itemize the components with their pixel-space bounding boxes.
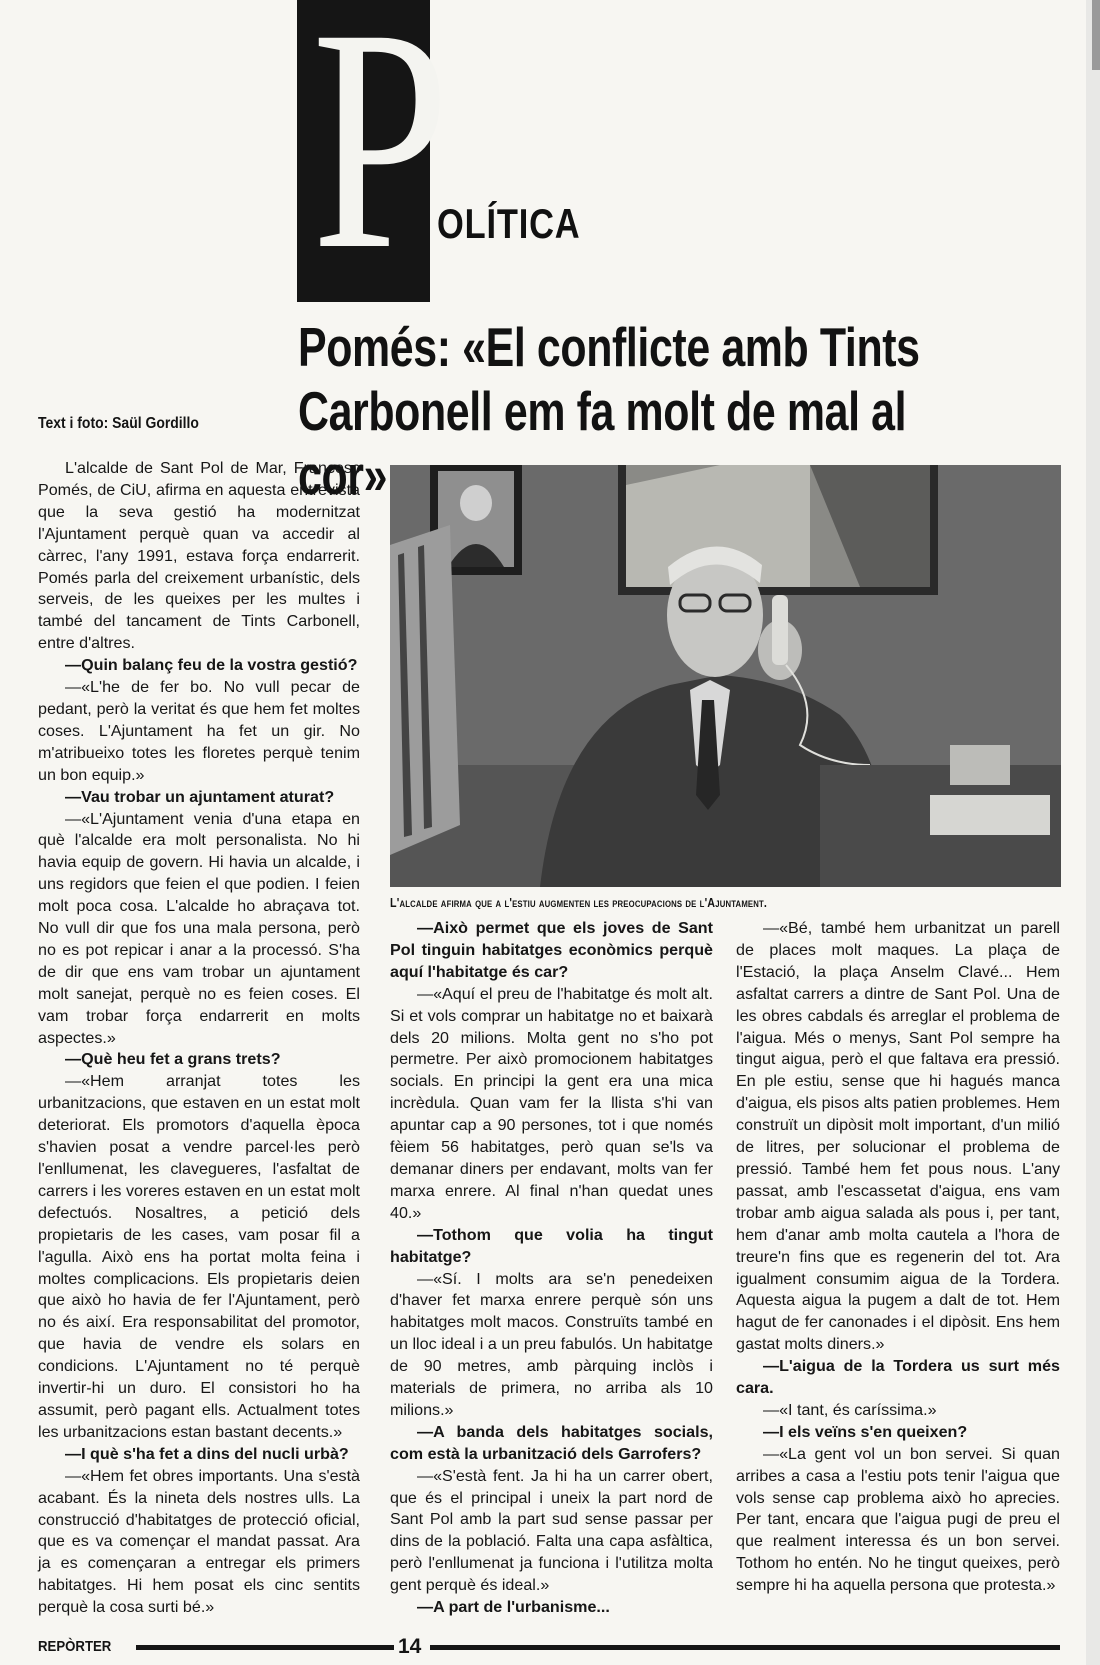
interview-paragraph: —«Hem arranjat totes les urbanitzacions, que estaven en un estat molt deteriorat. Els promotors d'aquella època s'havien posat a vendre parcel·les però l'enllumenat, les clavegueres, l'asfaltat de carrers i les voreres estaven en un estat molt defectuós. Nosaltres, a petició dels propietaris de les cases, vam posar fil a l'agulla. Això ens ha portat molta feina i moltes complicacions. Els propietaris deien que això ho havia de fer l'Ajuntament, però no és així. Era responsabilitat del promotor, que havia de vendre els solars en condicions. L'Ajuntament no té perquè invertir-hi un duro. El consistori ho ha assumit, però pagant ells. Actualment totes les urbanitzacions estan bastant decents.»	[38, 1072, 360, 1441]
footer-rule-right	[430, 1645, 1060, 1650]
interview-paragraph: —«L'Ajuntament venia d'una etapa en què l'alcalde era molt personalista. No hi havia equip de govern. Hi havia un alcalde, i uns regidors que feien el que podien. I feien molt poca cosa. L'alcalde ho abraçava tot. No vull dir que fos una mala persona, però no es pot repicar i anar a la processó. S'ha de dir que ens vam trobar un ajuntament molt sanejat, perquè no es feien coses. El vam trobar força endarrerit en molts aspectes.»	[38, 809, 360, 1047]
interview-photo	[390, 465, 1061, 887]
byline: Text i foto: Saül Gordillo	[38, 415, 199, 432]
interview-paragraph: —«Bé, també hem urbanitzat un parell de places molt maques. La plaça de l'Estació, la plaça Anselm Clavé... Hem asfaltat carrers a dintre de Sant Pol. Una de les obres cabdals és arreglar el problema de l'aigua. Més o menys, Sant Pol sempre ha tingut aigua, però el que faltava era pressió. En ple estiu, sense que hi hagués manca d'aigua, els pisos alts patien problemes. Hem construït un dipòsit molt important, d'un milió de litres, per solucionar el problema de pressió. També hem fet pous nous. L'any passat, amb l'escassetat d'aigua, ens vam trobar amb aigua salada als pous i, per tant, hem d'anar amb molta cautela a l'hora de treure'n fins que es regenerin del tot. Ara igualment consumim aigua de la Tordera. Aquesta aigua la pugem a dalt de tot. Hem hagut de fer canonades i el dipòsit. Ens hem gastat molts diners.»	[736, 919, 1060, 1354]
section-title: OLÍTICA	[437, 200, 581, 247]
article-column-1	[38, 458, 360, 1619]
headline-line-1: Pomés: «El conflicte amb Tints	[298, 316, 920, 378]
page-edge-shadow	[1092, 0, 1100, 70]
page-footer	[38, 1635, 1060, 1658]
interview-question: —A part de l'urbanisme...	[417, 1598, 610, 1617]
interview-question: —L'aigua de la Tordera us surt més cara.	[736, 1357, 1060, 1398]
interview-paragraph: —«S'està fent. Ja hi ha un carrer obert, que és el principal i uneix la part nord de Sant Pol amb la part sud sense passar per dins de la població. Falta una capa asfàltica, però l'enllumenat ja funciona i l'utilitza molta gent perquè és ideal.»	[390, 1466, 713, 1595]
interview-question: —Tothom que volia ha tingut habitatge?	[390, 1225, 713, 1266]
footer-rule-left	[136, 1645, 394, 1650]
article-column-3	[736, 918, 1060, 1597]
interview-question: —Què heu fet a grans trets?	[65, 1050, 281, 1069]
interview-question: —Això permet que els joves de Sant Pol tinguin habitatges econòmics perquè aquí l'habitatge és car?	[390, 919, 713, 981]
interview-paragraph: —«Aquí el preu de l'habitatge és molt alt. Si et vols comprar un habitatge no et baixarà dels 20 milions. Molta gent no s'ho pot permetre. Per això promocionem habitatges socials. En principi la gent era una mica incrèdula. Quan vam fer la llista s'hi van apuntar cap a 90 persones, tot i que només fèiem 56 habitatges, però quan se'ls va demanar diners per endavant, molts van fer marxa enrere. Al final n'han quedat unes 40.»	[390, 984, 713, 1222]
magazine-name: REPÒRTER	[38, 1638, 112, 1655]
interview-question: —I què s'ha fet a dins del nucli urbà?	[65, 1444, 349, 1463]
interview-question: —Quin balanç feu de la vostra gestió?	[65, 656, 358, 675]
headline-line-2: Carbonell em fa molt de mal al cor»	[298, 380, 907, 506]
page-number: 14	[398, 1635, 422, 1658]
article-column-2	[390, 918, 713, 1619]
interview-question: —I els veïns s'en queixen?	[763, 1422, 968, 1441]
interview-paragraph: —«L'he de fer bo. No vull pecar de pedant, però la veritat és que hem fet moltes coses. L'Ajuntament ha fet un gir. No m'atribueixo totes les floretes perquè tenim un bon equip.»	[38, 678, 360, 784]
interview-paragraph: —«Hem fet obres importants. Una s'està acabant. És la nineta dels nostres ulls. La construcció d'habitatges de protecció oficial, que es va començar el mandat passat. Ara ja es començaran a entregar els primers habitatges. Hi hem posat els cinc sentits perquè la cosa surti bé.»	[38, 1466, 360, 1617]
interview-paragraph: L'alcalde de Sant Pol de Mar, Francesc Pomés, de CiU, afirma en aquesta entrevista que la seva gestió ha modernitzat l'Ajuntament perquè quan va accedir al càrrec, l'any 1991, estava força endarrerit. Pomés parla del creixement urbanístic, dels serveis, de les queixes per les multes i també del tancament de Tints Carbonell, entre d'altres.	[38, 459, 360, 653]
section-initial-letter: P	[311, 0, 450, 315]
page-edge	[1086, 0, 1100, 1665]
section-initial-box	[297, 0, 450, 315]
interview-paragraph: —«Sí. I molts ara se'n penedeixen d'haver fet marxa enrere perquè són uns habitatges molt macos. Construïts també en un lloc ideal i a un preu fabulós. Un habitatge de 90 metres, amb pàrquing inclòs i materials de primera, no arriba als 10 milions.»	[390, 1269, 713, 1419]
interview-question: —Vau trobar un ajuntament aturat?	[65, 787, 335, 806]
interview-paragraph: —«I tant, és caríssima.»	[763, 1400, 937, 1419]
photo-caption: L'alcalde afirma que a l'estiu augmenten les preocupacions de l'Ajuntament.	[390, 896, 768, 910]
photo-illustration	[390, 465, 1061, 887]
interview-paragraph: —«La gent vol un bon servei. Si quan arribes a casa a l'estiu pots tenir l'aigua que vols sense cap problema això ho aprecies. Per tant, encara que l'aigua pugi de preu el que realment interessa és un bon servei. Tothom ho entén. No he tingut queixes, però sempre hi ha aquella persona que protesta.»	[736, 1444, 1060, 1595]
interview-question: —A banda dels habitatges socials, com està la urbanització dels Garrofers?	[390, 1422, 713, 1463]
